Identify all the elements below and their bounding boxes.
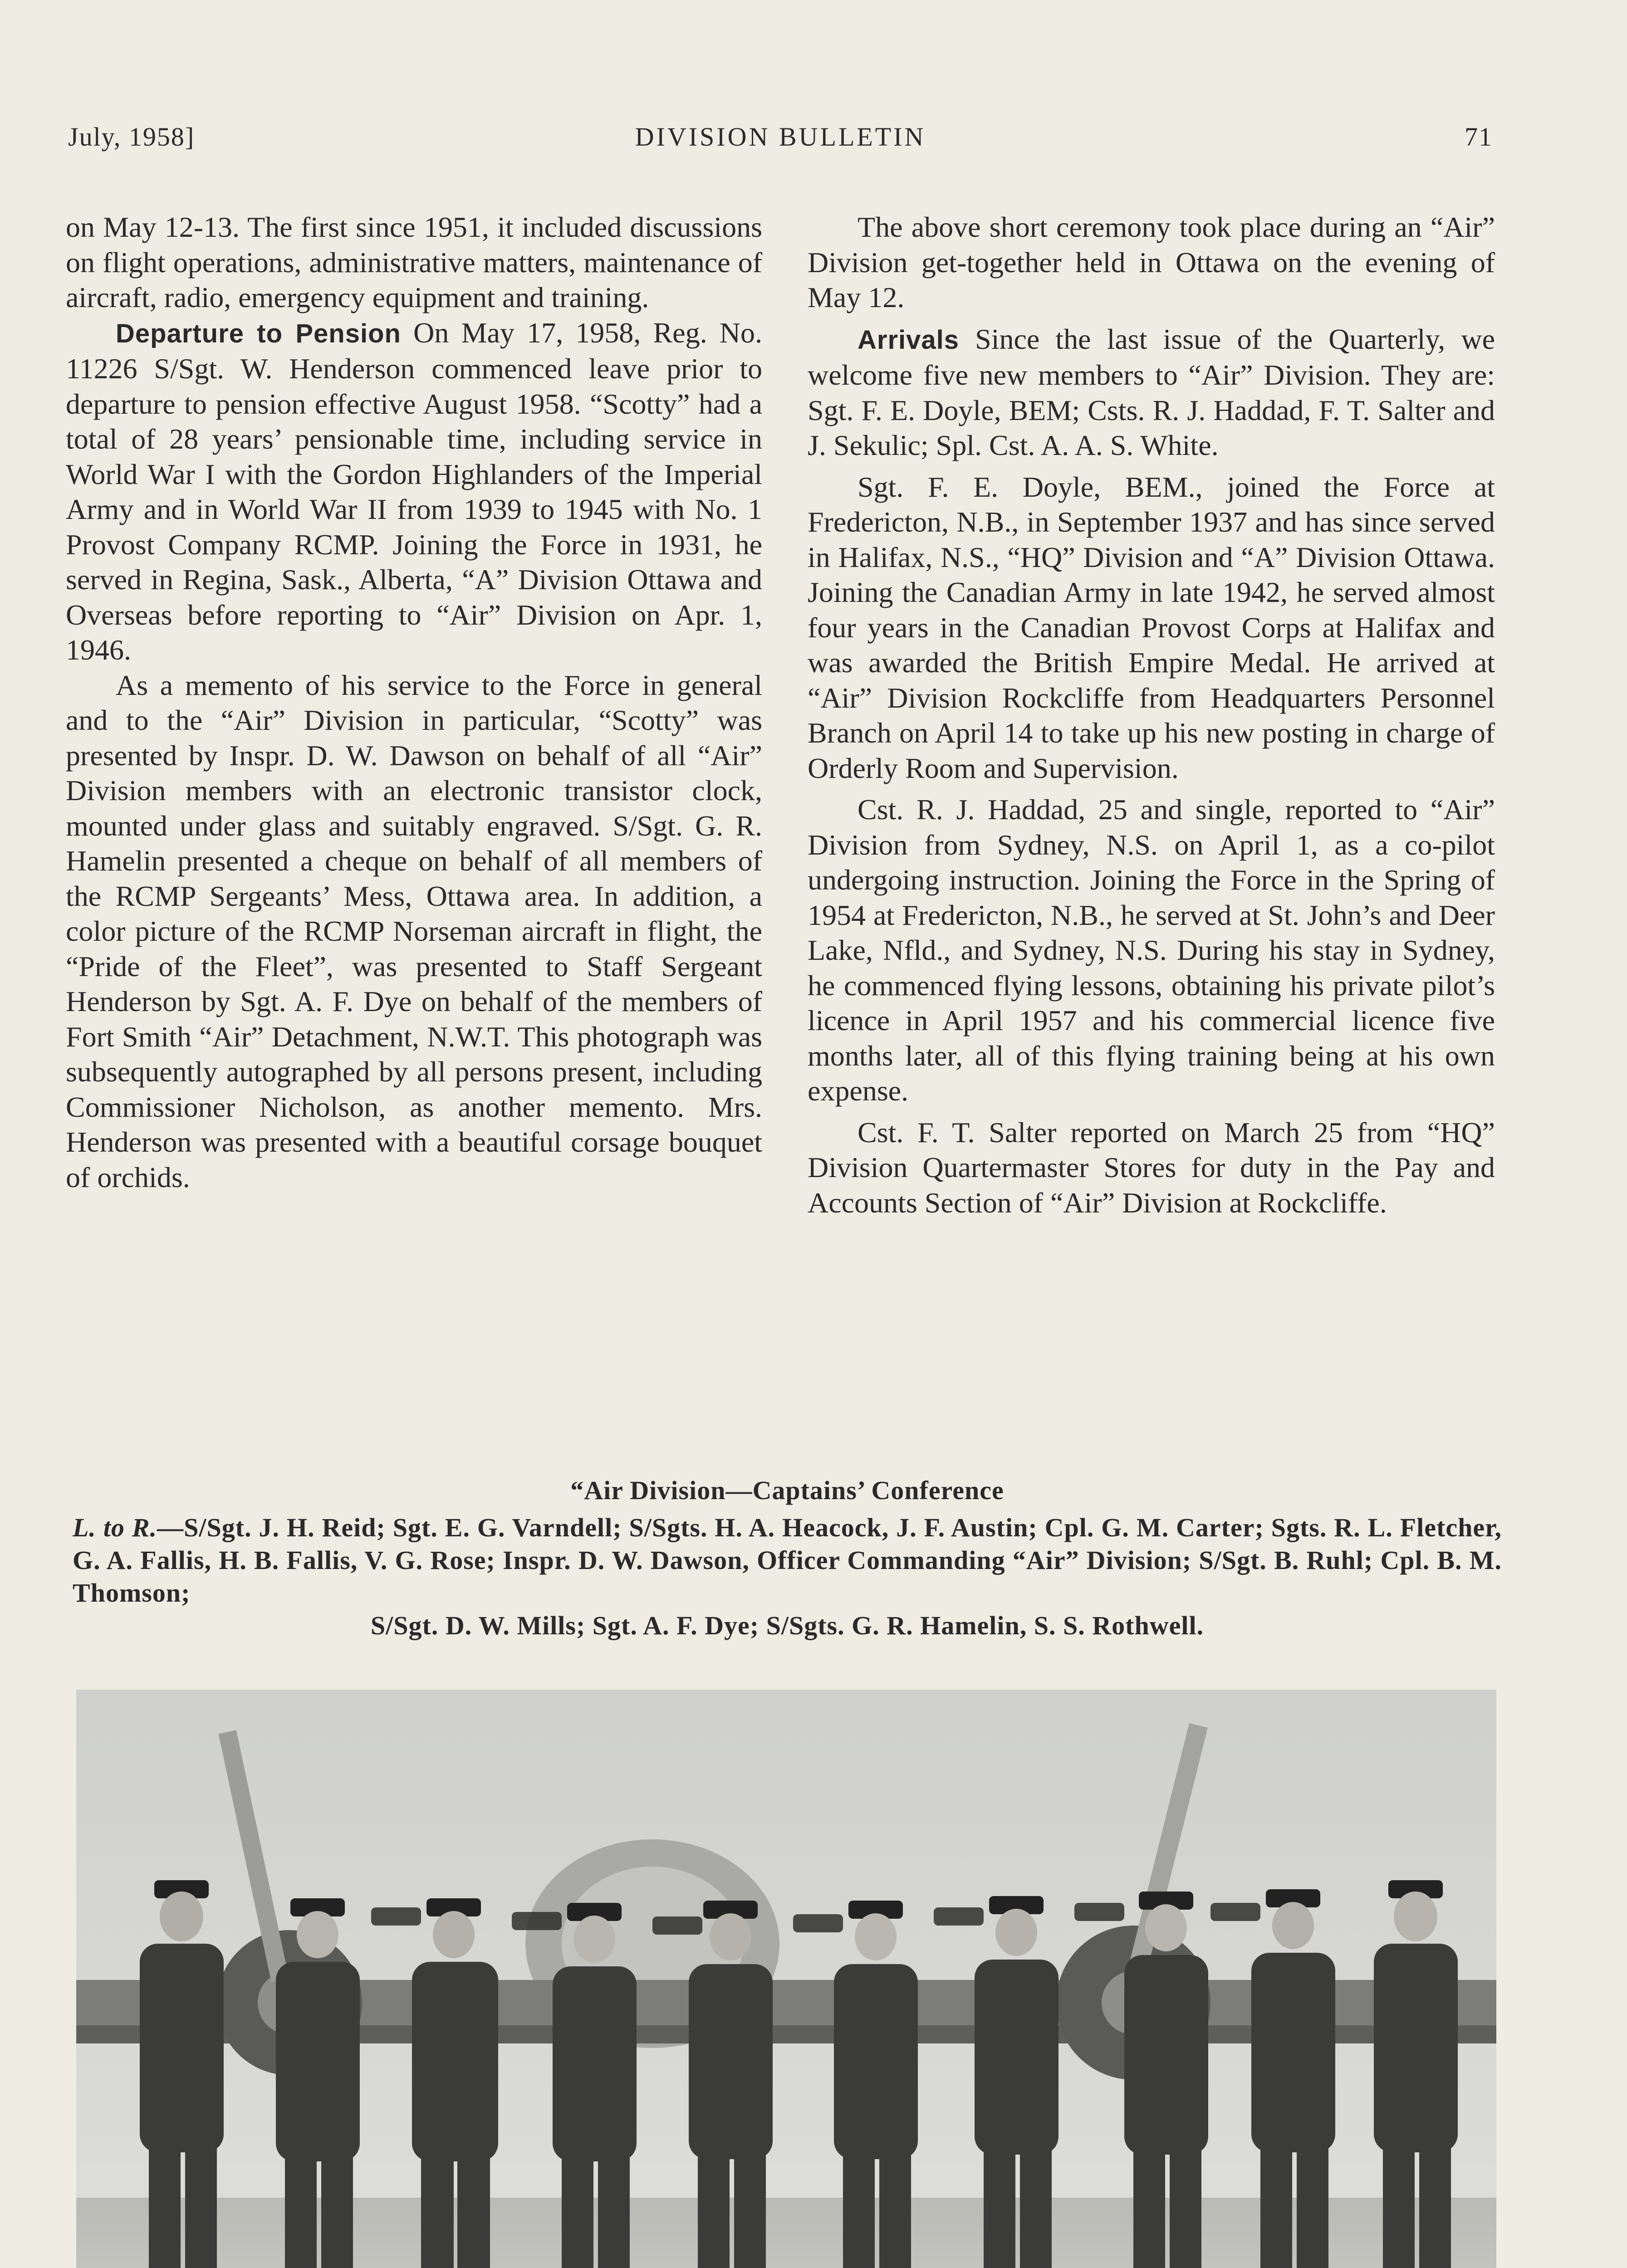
paragraph: The above short ceremony took place during an “Air” Division get-together held in Ottawa on the evening of May 12. — [808, 211, 1495, 313]
running-header — [68, 122, 1493, 162]
paragraph: Cst. F. T. Salter reported on March 25 from “HQ” Division Quartermaster Stores for duty in the Pay and Accounts Section of “Air” Division at Rockcliffe. — [808, 1116, 1495, 1219]
paragraph: Sgt. F. E. Doyle, BEM., joined the Force at Fredericton, N.B., in September 1937 and has since served in Halifax, N.S., “HQ” Division and “A” Division Ottawa. Joining the Canadian Army in late 1942, he served almost four years in the Canadian Provost Corps at Halifax and was awarded the British Empire Medal. He arrived at “Air” Division Rockcliffe from Headquarters Personnel Branch on April 14 to take up his new posting in charge of Orderly Room and Supervision. — [808, 470, 1495, 784]
caption-lr: L. to R. — [73, 1513, 157, 1542]
paragraph: As a memento of his service to the Force in general and to the “Air” Division in particular, “Scotty” was presented by Inspr. D. W. Dawson on behalf of all “Air” Division members with an electronic transistor clock, mounted under glass and suitably engraved. S/Sgt. G. R. Hamelin presented a cheque on behalf of all members of the RCMP Sergeants’ Mess, Ottawa area. In addition, a color picture of the RCMP Norseman aircraft in flight, the “Pride of the Fleet”, was presented to Staff Sergeant Henderson by Sgt. A. F. Dye on behalf of the members of Fort Smith “Air” Detachment, N.W.T. This photograph was subsequently autographed by all persons present, including Commissioner Nicholson, as another memento. Mrs. Henderson was presented with a beautiful corsage bouquet of orchids. — [66, 669, 762, 1193]
right-column — [808, 210, 1495, 1220]
paragraph: Cst. R. J. Haddad, 25 and single, reported to “Air” Division from Sydney, N.S. on April 1, as a co-pilot undergoing instruction. Joining the Force in the Spring of 1954 at Fredericton, N.B., he served at St. John’s and Deer Lake, Nfld., and Sydney, N.S. During his stay in Sydney, he commenced flying lessons, obtaining his private pilot’s licence in April 1957 and his commercial licence five months later, all of this flying training being at his own expense. — [808, 793, 1495, 1107]
publication-title: DIVISION BULLETIN — [635, 122, 926, 152]
paragraph-body: Since the last issue of the Quarterly, we welcome five new members to “Air” Division. They are: Sgt. F. E. Doyle, BEM; Csts. R. J. Haddad, F. T. Salter and J. Sekulic; Spl. Cst. A. A. S. White. — [808, 323, 1495, 461]
paragraph — [808, 322, 1495, 463]
group-photograph — [76, 1690, 1496, 2268]
photo-illustration — [76, 1690, 1496, 2268]
issue-date: July, 1958] — [68, 122, 195, 152]
paragraph — [66, 315, 762, 668]
section-heading: Arrivals — [858, 325, 960, 355]
paragraph: on May 12-13. The first since 1951, it included discussions on flight operations, administrative matters, maintenance of aircraft, radio, emergency equipment and training. — [66, 211, 762, 313]
page-number: 71 — [1465, 122, 1493, 152]
caption-title: “Air Division—Captains’ Conference — [570, 1476, 1004, 1505]
section-heading: Departure to Pension — [116, 318, 401, 348]
caption-names: —S/Sgt. J. H. Reid; Sgt. E. G. Varndell; S/Sgts. H. A. Heacock, J. F. Austin; Cpl. G. M. Carter; Sgts. R. L. Fletcher, G. A. Fallis, H. B. Fallis, V. G. Rose; Inspr. D. W. Dawson, Officer Commanding “Air” Division; S/Sgt. B. Ruhl; Cpl. B. M. Thomson; — [73, 1513, 1502, 1608]
caption-names-last: S/Sgt. D. W. Mills; Sgt. A. F. Dye; S/Sgts. G. R. Hamelin, S. S. Rothwell. — [370, 1611, 1204, 1640]
left-column — [66, 210, 762, 1195]
photo-caption — [73, 1474, 1502, 1642]
paragraph-body: On May 17, 1958, Reg. No. 11226 S/Sgt. W. Henderson commenced leave prior to departure to pension effective August 1958. “Scotty” had a total of 28 years’ pensionable time, including service in World War I with the Gordon Highlanders of the Imperial Army and in World War II from 1939 to 1945 with No. 1 Provost Company RCMP. Joining the Force in 1931, he served in Regina, Sask., Alberta, “A” Division Ottawa and Overseas before reporting to “Air” Division on Apr. 1, 1946. — [66, 316, 763, 666]
